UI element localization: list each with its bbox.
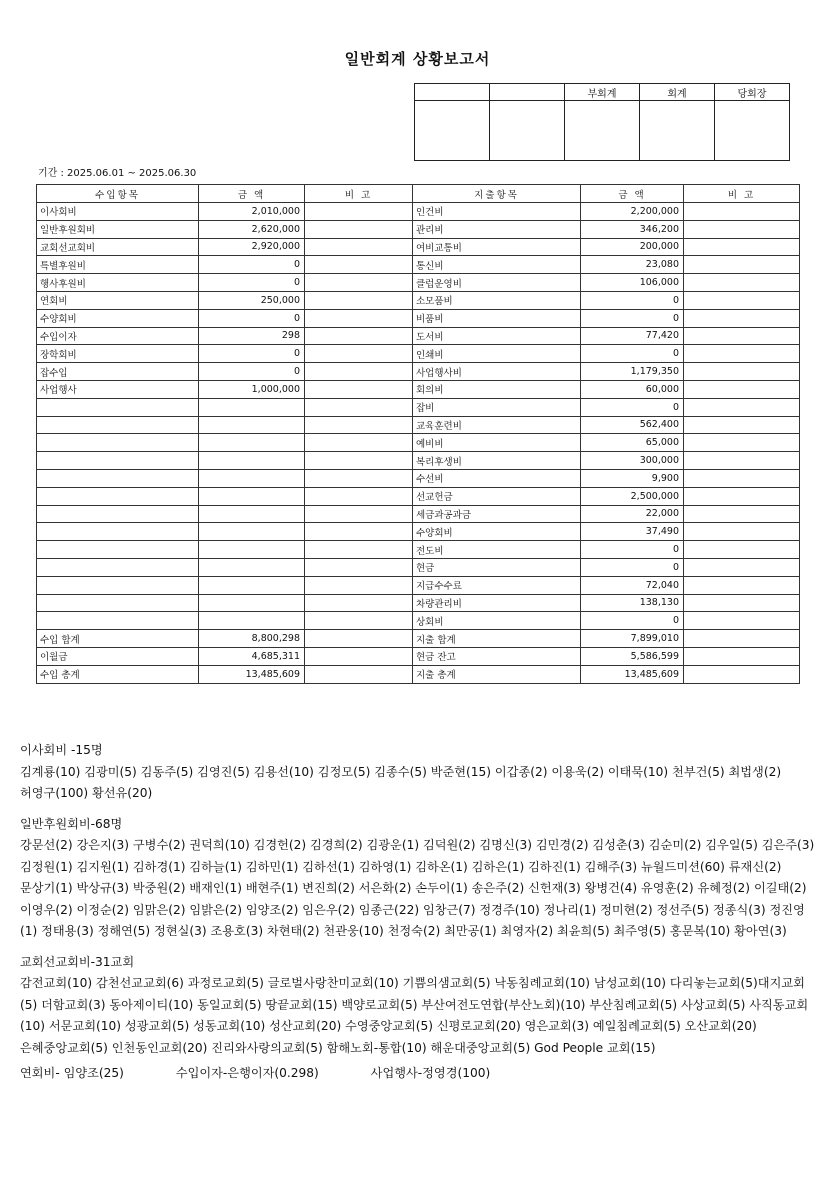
income-note	[305, 380, 413, 398]
expense-note	[684, 291, 800, 309]
expense-total-amount: 5,586,599	[581, 647, 684, 665]
income-item	[37, 452, 199, 470]
expense-item: 상회비	[413, 612, 581, 630]
ledger-row	[37, 487, 800, 505]
income-item: 특별후원비	[37, 256, 199, 274]
expense-amount: 0	[581, 558, 684, 576]
note-heading: 이사회비 -15명	[20, 743, 103, 757]
expense-item: 교육훈련비	[413, 416, 581, 434]
ledger-row	[37, 576, 800, 594]
income-note	[305, 327, 413, 345]
expense-item: 여비교통비	[413, 238, 581, 256]
signature-cell	[640, 101, 715, 161]
expense-total-label: 지출 총계	[413, 665, 581, 683]
ledger-total-row	[37, 665, 800, 683]
expense-amount: 2,200,000	[581, 203, 684, 221]
expense-total-note	[684, 630, 800, 648]
note-interest: 수입이자-은행이자(0.298)	[175, 1066, 319, 1080]
expense-total-amount: 13,485,609	[581, 665, 684, 683]
expense-note	[684, 469, 800, 487]
expense-amount: 23,080	[581, 256, 684, 274]
income-item	[37, 416, 199, 434]
expense-note	[684, 541, 800, 559]
signature-cell	[490, 101, 565, 161]
ledger-total-row	[37, 647, 800, 665]
expense-item: 사업행사비	[413, 363, 581, 381]
ledger-row	[37, 309, 800, 327]
expense-note	[684, 594, 800, 612]
income-note	[305, 523, 413, 541]
income-amount	[199, 612, 305, 630]
ledger-row	[37, 541, 800, 559]
expense-amount: 300,000	[581, 452, 684, 470]
ledger-row	[37, 363, 800, 381]
note-annual-dues: 연회비- 임양조(25)	[20, 1066, 124, 1080]
expense-item: 비품비	[413, 309, 581, 327]
expense-amount: 37,490	[581, 523, 684, 541]
ledger-row	[37, 612, 800, 630]
approval-label-vice-treasurer: 부회계	[565, 84, 640, 101]
expense-amount: 60,000	[581, 380, 684, 398]
income-note	[305, 398, 413, 416]
income-item: 장학회비	[37, 345, 199, 363]
note-heading: 일반후원회비-68명	[20, 816, 123, 831]
income-item	[37, 576, 199, 594]
income-amount: 1,000,000	[199, 380, 305, 398]
approval-label	[490, 84, 565, 101]
expense-amount: 138,130	[581, 594, 684, 612]
income-note	[305, 558, 413, 576]
expense-amount: 72,040	[581, 576, 684, 594]
ledger-row	[37, 274, 800, 292]
expense-note	[684, 363, 800, 381]
income-item-header: 수입항목	[37, 185, 199, 203]
expense-total-note	[684, 647, 800, 665]
income-item: 일반후원회비	[37, 220, 199, 238]
note-list: 감전교회(10) 감천선교교회(6) 과정로교회(5) 글로벌사랑찬미교회(10) 기쁨의샘교회(5) 낙동침례교회(10) 남성교회(10) 다리놓는교회(5)대지교회(5) 더함교회(3) 동아제이티(10) 동일교회(5) 땅끝교회(15) 백양로교회(5) 부산여전도연합(부산노회)(10) 부산침례교회(5) 사상교회(5) 사직동교회(10) 서문교회(10) 성광교회(5) 성동교회(10) 성산교회(20) 수영중앙교회(5) 신평로교회(20) 영은교회(3) 예일침례교회(5) 오산교회(20) 은혜중앙교회(5) 인천동인교회(20) 진리와사랑의교회(5) 함해노회-통합(10) 해운대중앙교회(5) God People 교회(15)	[20, 976, 809, 1055]
income-amount	[199, 505, 305, 523]
income-item	[37, 469, 199, 487]
income-total-amount: 4,685,311	[199, 647, 305, 665]
income-amount	[199, 541, 305, 559]
income-note	[305, 220, 413, 238]
income-item	[37, 523, 199, 541]
income-amount: 0	[199, 345, 305, 363]
expense-note	[684, 576, 800, 594]
expense-note	[684, 558, 800, 576]
ledger-row	[37, 220, 800, 238]
ledger-body	[37, 203, 800, 684]
expense-amount: 22,000	[581, 505, 684, 523]
expense-note	[684, 274, 800, 292]
expense-note	[684, 452, 800, 470]
expense-total-label: 지출 합계	[413, 630, 581, 648]
expense-item: 관리비	[413, 220, 581, 238]
income-item	[37, 434, 199, 452]
expense-amount: 0	[581, 309, 684, 327]
note-misc-line	[20, 1063, 820, 1085]
expense-note	[684, 220, 800, 238]
expense-amount: 0	[581, 345, 684, 363]
expense-amount: 0	[581, 612, 684, 630]
expense-item: 선교헌금	[413, 487, 581, 505]
income-amount: 2,620,000	[199, 220, 305, 238]
expense-amount: 9,900	[581, 469, 684, 487]
expense-item: 도서비	[413, 327, 581, 345]
ledger-row	[37, 345, 800, 363]
income-item: 이사회비	[37, 203, 199, 221]
expense-item: 잡비	[413, 398, 581, 416]
income-item: 행사후원비	[37, 274, 199, 292]
expense-note	[684, 434, 800, 452]
expense-note	[684, 203, 800, 221]
ledger-table	[36, 184, 800, 684]
expense-note	[684, 256, 800, 274]
income-note	[305, 309, 413, 327]
ledger-row	[37, 327, 800, 345]
expense-note-header: 비 고	[684, 185, 800, 203]
expense-item: 통신비	[413, 256, 581, 274]
expense-total-note	[684, 665, 800, 683]
income-total-note	[305, 647, 413, 665]
ledger-row	[37, 416, 800, 434]
income-note-header: 비 고	[305, 185, 413, 203]
expense-item: 수양회비	[413, 523, 581, 541]
expense-amount: 106,000	[581, 274, 684, 292]
income-total-amount: 13,485,609	[199, 665, 305, 683]
expense-amount: 0	[581, 398, 684, 416]
income-item	[37, 398, 199, 416]
income-total-note	[305, 630, 413, 648]
income-amount	[199, 576, 305, 594]
approval-box	[414, 83, 790, 161]
income-note	[305, 345, 413, 363]
ledger-row	[37, 434, 800, 452]
ledger-row	[37, 452, 800, 470]
income-note	[305, 256, 413, 274]
income-note	[305, 452, 413, 470]
approval-label	[415, 84, 490, 101]
expense-note	[684, 487, 800, 505]
income-amount	[199, 594, 305, 612]
expense-amount: 200,000	[581, 238, 684, 256]
expense-note	[684, 238, 800, 256]
income-item	[37, 558, 199, 576]
income-note	[305, 291, 413, 309]
income-total-note	[305, 665, 413, 683]
signature-cell	[715, 101, 790, 161]
expense-amount: 65,000	[581, 434, 684, 452]
income-amount: 0	[199, 309, 305, 327]
note-list: 김계룡(10) 김광미(5) 김동주(5) 김영진(5) 김용선(10) 김정모(5) 김종수(5) 박준현(15) 이갑종(2) 이용욱(2) 이태묵(10) 천부건(5) 최법생(2) 허영구(100) 황선유(20)	[20, 764, 782, 800]
report-period: 기간 : 2025.06.01 ~ 2025.06.30	[38, 168, 197, 179]
expense-item: 소모품비	[413, 291, 581, 309]
note-event: 사업행사-정영경(100)	[370, 1066, 491, 1080]
income-item	[37, 594, 199, 612]
income-item	[37, 487, 199, 505]
income-item: 잡수입	[37, 363, 199, 381]
income-item: 사업행사	[37, 380, 199, 398]
expense-item: 회의비	[413, 380, 581, 398]
income-item: 수양회비	[37, 309, 199, 327]
note-list: 강문선(2) 강은지(3) 구병수(2) 권덕희(10) 김경헌(2) 김경희(2) 김광운(1) 김덕원(2) 김명신(3) 김민경(2) 김성춘(3) 김순미(2) 김우일(5) 김은주(3) 김정원(1) 김지원(1) 김하경(1) 김하늘(1) 김하민(1) 김하선(1) 김하영(1) 김하온(1) 김하은(1) 김하진(1) 김해주(3) 뉴월드미션(60) 류재신(2) 문상기(1) 박상규(3) 박중원(2) 배재인(1) 배현주(1) 변진희(2) 서은화(2) 손두이(1) 송은주(2) 신헌재(3) 왕병건(4) 유영훈(2) 유혜정(2) 이길태(2) 이영우(2) 이정순(2) 임맑은(2) 임밝은(2) 임양조(2) 임은우(2) 임종근(22) 임창근(7) 정경주(10) 정나리(1) 정미현(2) 정선주(5) 정종식(3) 정진영(1) 정태용(3) 정해연(5) 정현실(3) 조용호(3) 차현태(2) 천관웅(10) 천정숙(2) 최만공(1) 최영자(2) 최윤희(5) 최주영(5) 홍문복(10) 황아연(3)	[20, 838, 815, 938]
income-amount	[199, 469, 305, 487]
expense-total-amount: 7,899,010	[581, 630, 684, 648]
expense-note	[684, 612, 800, 630]
income-total-amount: 8,800,298	[199, 630, 305, 648]
expense-item: 인쇄비	[413, 345, 581, 363]
income-item	[37, 541, 199, 559]
ledger-row	[37, 203, 800, 221]
expense-note	[684, 345, 800, 363]
income-note	[305, 203, 413, 221]
ledger-row	[37, 238, 800, 256]
income-amount	[199, 558, 305, 576]
expense-total-label: 현금 잔고	[413, 647, 581, 665]
income-item: 연회비	[37, 291, 199, 309]
expense-amount: 562,400	[581, 416, 684, 434]
income-note	[305, 487, 413, 505]
expense-item: 현금	[413, 558, 581, 576]
expense-amount: 346,200	[581, 220, 684, 238]
income-item: 교회선교회비	[37, 238, 199, 256]
expense-item: 차량관리비	[413, 594, 581, 612]
expense-note	[684, 505, 800, 523]
expense-note	[684, 523, 800, 541]
income-note	[305, 469, 413, 487]
income-note	[305, 594, 413, 612]
income-amount	[199, 487, 305, 505]
ledger-row	[37, 256, 800, 274]
signature-cell	[415, 101, 490, 161]
expense-amount: 2,500,000	[581, 487, 684, 505]
note-board-dues	[20, 740, 820, 805]
expense-amount: 0	[581, 291, 684, 309]
income-amount	[199, 416, 305, 434]
expense-item: 클럽운영비	[413, 274, 581, 292]
ledger-row	[37, 380, 800, 398]
income-amount: 0	[199, 363, 305, 381]
income-amount: 2,010,000	[199, 203, 305, 221]
ledger-row	[37, 398, 800, 416]
expense-amount: 77,420	[581, 327, 684, 345]
income-note	[305, 505, 413, 523]
income-amount	[199, 398, 305, 416]
ledger-header-row	[37, 185, 800, 203]
income-note	[305, 274, 413, 292]
income-amount: 0	[199, 274, 305, 292]
ledger-row	[37, 505, 800, 523]
ledger-row	[37, 558, 800, 576]
signature-cell	[565, 101, 640, 161]
income-note	[305, 541, 413, 559]
expense-item: 세금과공과금	[413, 505, 581, 523]
income-note	[305, 434, 413, 452]
expense-amount-header: 금 액	[581, 185, 684, 203]
note-church-mission	[20, 952, 820, 1060]
expense-item-header: 지출항목	[413, 185, 581, 203]
income-total-label: 수입 합계	[37, 630, 199, 648]
income-item: 수입이자	[37, 327, 199, 345]
income-note	[305, 363, 413, 381]
income-amount: 298	[199, 327, 305, 345]
expense-item: 지급수수료	[413, 576, 581, 594]
income-amount	[199, 434, 305, 452]
expense-item: 인건비	[413, 203, 581, 221]
ledger-row	[37, 469, 800, 487]
income-amount: 2,920,000	[199, 238, 305, 256]
income-amount: 0	[199, 256, 305, 274]
income-amount	[199, 452, 305, 470]
ledger-row	[37, 523, 800, 541]
approval-label-treasurer: 회계	[640, 84, 715, 101]
expense-item: 수선비	[413, 469, 581, 487]
expense-amount: 0	[581, 541, 684, 559]
expense-amount: 1,179,350	[581, 363, 684, 381]
income-amount: 250,000	[199, 291, 305, 309]
income-note	[305, 416, 413, 434]
expense-item: 복리후생비	[413, 452, 581, 470]
expense-item: 전도비	[413, 541, 581, 559]
ledger-total-row	[37, 630, 800, 648]
note-heading: 교회선교회비-31교회	[20, 954, 135, 969]
expense-note	[684, 416, 800, 434]
ledger-row	[37, 291, 800, 309]
approval-label-chair: 당회장	[715, 84, 790, 101]
income-note	[305, 576, 413, 594]
expense-note	[684, 327, 800, 345]
income-total-label: 수입 총계	[37, 665, 199, 683]
expense-note	[684, 380, 800, 398]
income-total-label: 이월금	[37, 647, 199, 665]
document-title: 일반회계 상황보고서	[344, 50, 491, 68]
notes-section	[20, 740, 820, 1085]
income-amount-header: 금 액	[199, 185, 305, 203]
income-item	[37, 612, 199, 630]
ledger-row	[37, 594, 800, 612]
income-note	[305, 612, 413, 630]
expense-note	[684, 398, 800, 416]
income-amount	[199, 523, 305, 541]
note-general-support	[20, 814, 820, 943]
expense-item: 예비비	[413, 434, 581, 452]
income-item	[37, 505, 199, 523]
expense-note	[684, 309, 800, 327]
income-note	[305, 238, 413, 256]
